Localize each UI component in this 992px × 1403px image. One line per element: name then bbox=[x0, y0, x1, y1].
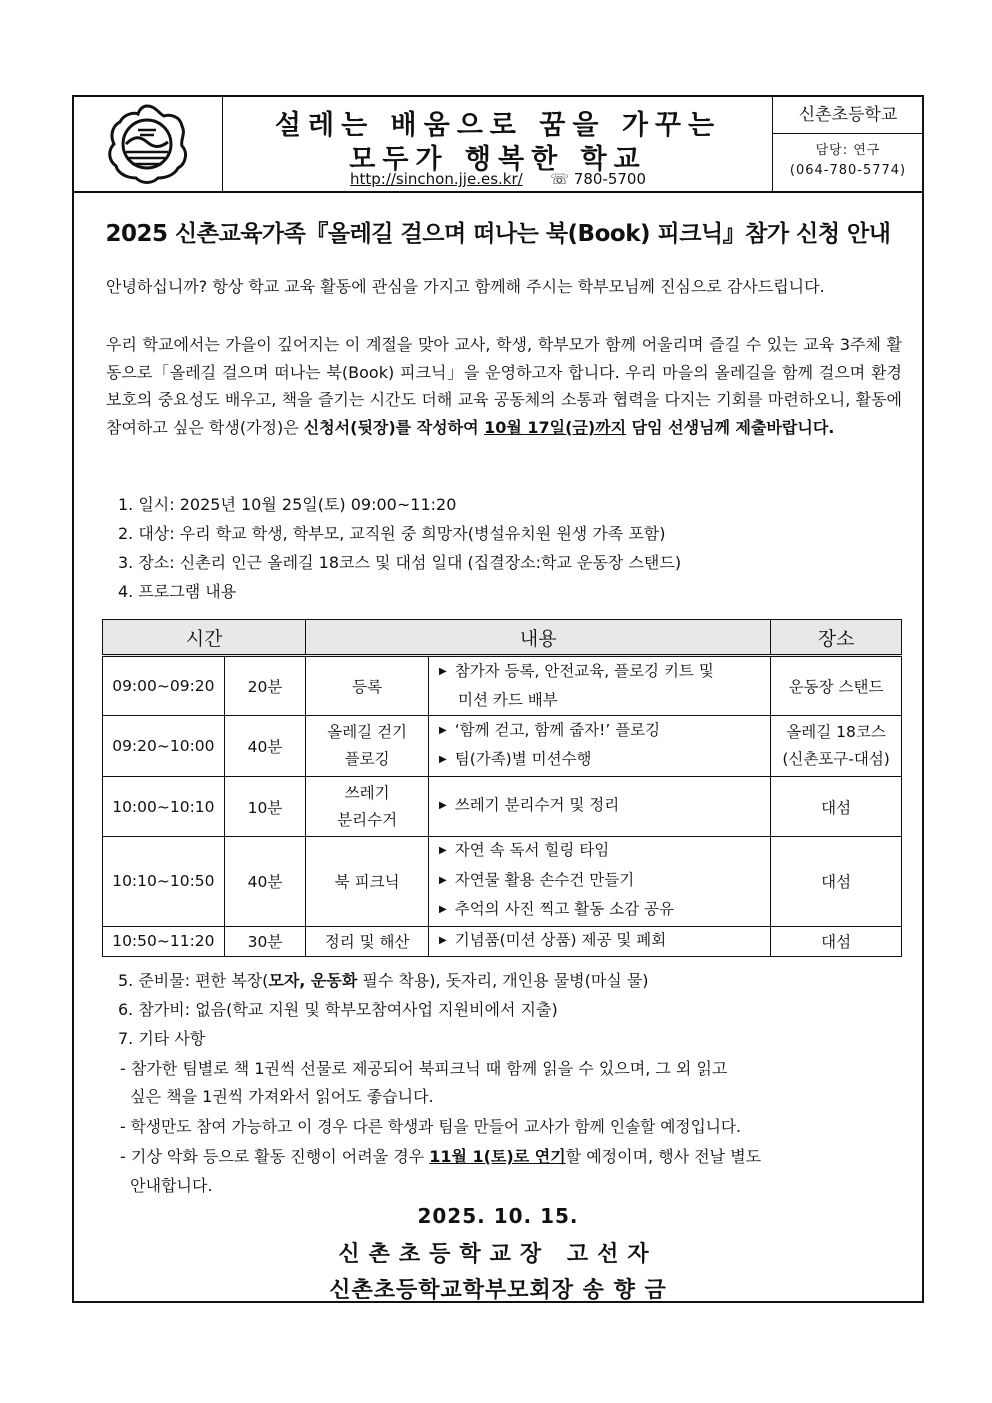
row-time: 09:20~10:00 bbox=[103, 716, 225, 777]
note-2: - 학생만도 참여 가능하고 이 경우 다른 학생과 팀을 만들어 교사가 함께 인솔할 예정입니다. bbox=[120, 1117, 742, 1136]
row-duration: 10분 bbox=[224, 777, 306, 837]
letterhead bbox=[74, 97, 922, 193]
row-place: 올레길 18코스 (신촌포구-대섬) bbox=[771, 716, 902, 777]
row-time: 10:00~10:10 bbox=[103, 777, 225, 837]
school-info-cell bbox=[772, 97, 923, 191]
supplies-required: 모자, 운동화 bbox=[268, 971, 358, 990]
row-contents: ▶ 참가자 등록, 안전교육, 플로깅 키트 및 미션 카드 배부 bbox=[429, 656, 771, 716]
table-row bbox=[103, 716, 902, 777]
content-item: ‘함께 걷고, 함께 줍자!’ 플로깅 bbox=[454, 720, 661, 739]
note-1-cont: 싶은 책을 1권씩 가져와서 읽어도 좋습니다. bbox=[120, 1087, 434, 1106]
row-time: 09:00~09:20 bbox=[103, 656, 225, 716]
staff-in-charge: 담당: 연구 bbox=[815, 143, 881, 158]
content-item: 참가자 등록, 안전교육, 플로깅 키트 및 bbox=[454, 661, 714, 680]
intro-body bbox=[106, 331, 902, 441]
item-date: 1. 일시: 2025년 10월 25일(토) 09:00~11:20 bbox=[118, 495, 457, 514]
row-time: 10:50~11:20 bbox=[103, 926, 225, 957]
table-row bbox=[103, 656, 902, 716]
header-place: 장소 bbox=[771, 620, 902, 656]
row-duration: 30분 bbox=[224, 926, 306, 957]
phone-icon: ☏ bbox=[550, 170, 570, 188]
motto-line-1: 설레는 배움으로 꿈을 가꾸는 bbox=[274, 110, 722, 141]
program-table bbox=[102, 619, 902, 957]
supplies-text: 5. 준비물: 편한 복장( bbox=[118, 971, 269, 990]
item-place: 3. 장소: 신촌리 인근 올레길 18코스 및 대섬 일대 (집결장소:학교 운동장 스탠드) bbox=[118, 553, 682, 572]
content-item: 미션 카드 배부 bbox=[458, 691, 558, 709]
intro-body-text: 우리 학교에서는 가을이 깊어지는 이 계절을 맞아 교사, 학생, 학부모가 함께 어울리며 즐길 수 있는 교육 3주체 활동으로「올레길 걸으며 떠나는 북(Book) 피크닉」을 운영하고자 합니다. 우리 마을의 올레길을 함께 걸으며 환경보호의 중요성도 배우고, 책을 즐기는 시간도 더해 교육 공동체의 소통과 협력을 다지는 기회를 마련하오니, 활동에 참여하고 싶은 학생(가정)은 bbox=[106, 335, 902, 437]
content-item: 자연물 활용 손수건 만들기 bbox=[454, 870, 635, 889]
supplies-text-rest: 필수 착용), 돗자리, 개인용 물병(마실 물) bbox=[357, 971, 649, 990]
deadline: 10월 17일(금)까지 bbox=[484, 417, 627, 437]
item-program: 4. 프로그램 내용 bbox=[118, 582, 237, 601]
intro-request: 신청서(뒷장)를 작성하여 bbox=[303, 417, 485, 437]
staff-phone: (064-780-5774) bbox=[789, 163, 907, 178]
note-3-text-rest: 할 예정이며, 행사 전날 별도 bbox=[565, 1147, 762, 1166]
issue-date: 2025. 10. 15. bbox=[417, 1204, 579, 1228]
table-header-row bbox=[103, 620, 902, 656]
item-fee: 6. 참가비: 없음(학교 지원 및 학부모참여사업 지원비에서 지출) bbox=[118, 1000, 558, 1019]
motto-line-2: 모두가 행복한 학교 bbox=[349, 144, 647, 175]
row-activity: 정리 및 해산 bbox=[306, 926, 429, 957]
note-3-cont: 안내합니다. bbox=[120, 1176, 213, 1195]
document-frame bbox=[72, 95, 924, 1303]
header-time: 시간 bbox=[103, 620, 306, 656]
intro-submit: 담임 선생님께 제출바랍니다. bbox=[626, 417, 835, 437]
note-3 bbox=[120, 1143, 761, 1171]
row-contents: ▶ 기념품(미션 상품) 제공 및 폐회 bbox=[429, 926, 771, 957]
header-content: 내용 bbox=[306, 620, 771, 656]
item-etc: 7. 기타 사항 bbox=[118, 1029, 206, 1048]
row-activity: 등록 bbox=[306, 656, 429, 716]
document-title: 2025 신촌교육가족『올레길 걸으며 떠나는 북(Book) 피크닉』참가 신청 안내 bbox=[105, 221, 891, 247]
row-activity: 올레길 걷기 플로깅 bbox=[306, 716, 429, 777]
row-activity: 쓰레기 분리수거 bbox=[306, 777, 429, 837]
row-place: 대섬 bbox=[771, 837, 902, 927]
row-contents: ▶ 자연 속 독서 힐링 타임 ▶ 자연물 활용 손수건 만들기 ▶ 추억의 사진 찍고 활동 소감 공유 bbox=[429, 837, 771, 927]
note-3-text: - 기상 악화 등으로 활동 진행이 어려울 경우 bbox=[120, 1147, 430, 1166]
principal-signature: 신촌초등학교장 고선자 bbox=[338, 1242, 658, 1267]
content-item: 기념품(미션 상품) 제공 및 폐회 bbox=[454, 930, 667, 949]
row-duration: 20분 bbox=[224, 656, 306, 716]
row-place: 대섬 bbox=[771, 777, 902, 837]
row-duration: 40분 bbox=[224, 716, 306, 777]
table-row bbox=[103, 926, 902, 957]
row-place: 운동장 스탠드 bbox=[771, 656, 902, 716]
table-row bbox=[103, 837, 902, 927]
content-item: 쓰레기 분리수거 및 정리 bbox=[454, 795, 620, 814]
intro-greeting: 안녕하십니까? 항상 학교 교육 활동에 관심을 가지고 함께해 주시는 학부모님께 진심으로 감사드립니다. bbox=[106, 277, 825, 296]
note-1: - 참가한 팀별로 책 1권씩 선물로 제공되어 북피크닉 때 함께 읽을 수 있으며, 그 외 읽고 bbox=[120, 1059, 728, 1078]
school-emblem-icon bbox=[104, 102, 190, 186]
item-supplies bbox=[118, 967, 649, 994]
row-duration: 40분 bbox=[224, 837, 306, 927]
pta-signature: 신촌초등학교학부모회장 송 향 금 bbox=[329, 1278, 667, 1303]
table-row bbox=[103, 777, 902, 837]
logo-cell bbox=[74, 97, 223, 191]
content-item: 자연 속 독서 힐링 타임 bbox=[454, 841, 610, 859]
content-item: 팀(가족)별 미션수행 bbox=[454, 750, 592, 768]
row-activity: 북 피크닉 bbox=[306, 837, 429, 927]
row-time: 10:10~10:50 bbox=[103, 837, 225, 927]
school-name: 신촌초등학교 bbox=[773, 97, 923, 134]
item-target: 2. 대상: 우리 학교 학생, 학부모, 교직원 중 희망자(병설유치원 원생 가족 포함) bbox=[118, 524, 666, 543]
postpone-date: 11월 1(토)로 연기 bbox=[429, 1147, 566, 1166]
content-item: 추억의 사진 찍고 활동 소감 공유 bbox=[454, 900, 675, 918]
school-motto bbox=[224, 97, 772, 191]
school-website-link[interactable]: http://sinchon.jje.es.kr/ bbox=[349, 170, 523, 188]
school-phone: 780-5700 bbox=[573, 170, 647, 188]
row-contents: ▶ ‘함께 걷고, 함께 줍자!’ 플로깅 ▶ 팀(가족)별 미션수행 bbox=[429, 716, 771, 777]
row-contents: ▶ 쓰레기 분리수거 및 정리 bbox=[429, 777, 771, 837]
row-place: 대섬 bbox=[771, 926, 902, 957]
contact-line bbox=[224, 170, 772, 188]
